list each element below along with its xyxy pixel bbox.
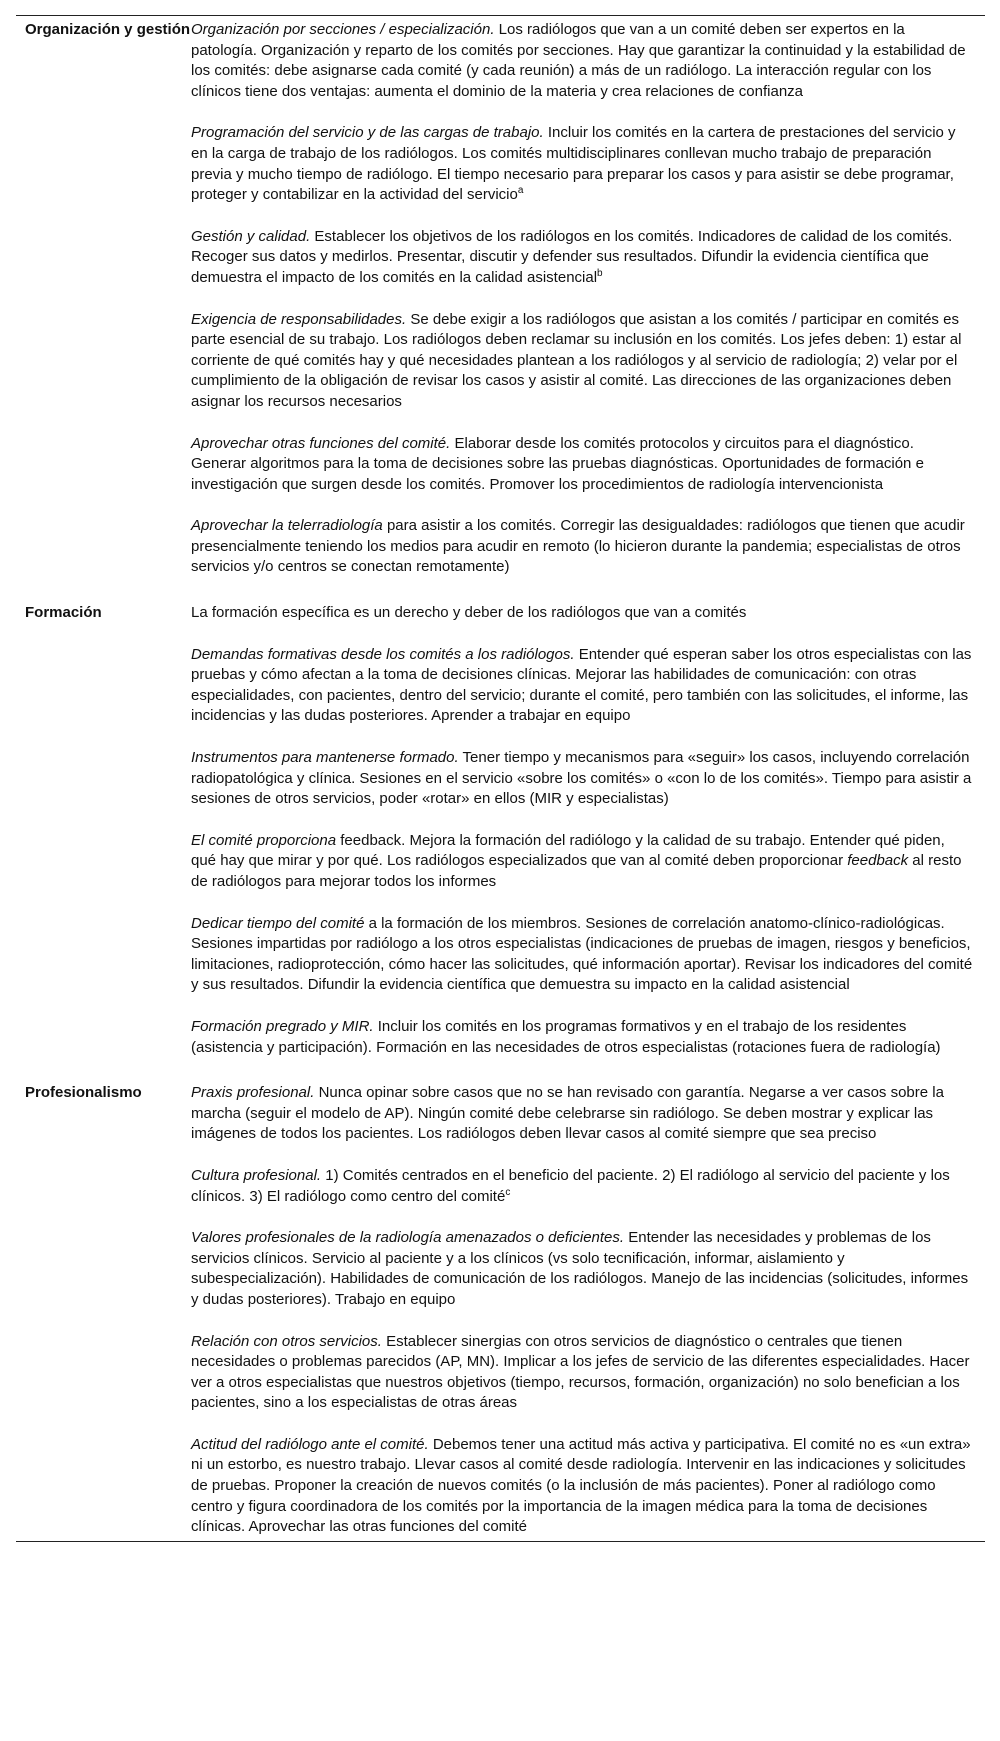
paragraph-text: Entender las necesidades y problemas de los servicios clínicos. Servicio al paciente y a los clínicos (vs solo tecnificación, informar, aislamiento y subespecialización). Habilidades de comunicación de los radiólogos. Manejo de las incidencias (solicitudes, informes y dudas posteriores). Trabajo en equipo: [191, 1229, 969, 1308]
paragraph-lead: Demandas formativas desde los comités a los radiólogos.: [191, 645, 575, 663]
paragraph-text: para asistir a los comités. Corregir las desigualdades: radiólogos que tienen que acudir presencialmente teniendo los medios para acudir en remoto (lo hicieron durante la pandemia; especialistas de otros servicios y/o centros se conectan remotamente): [191, 517, 965, 576]
paragraph-lead: Programación del servicio y de las cargas de trabajo.: [191, 124, 544, 142]
paragraph-lead: Aprovechar otras funciones del comité.: [191, 434, 451, 452]
recommendation-paragraph: [191, 1228, 973, 1310]
paragraph-text: a la formación de los miembros. Sesiones de correlación anatomo-clínico-radiológicas. Sesiones impartidas por radiólogo a los otros especialistas (indicaciones de pruebas de imagen, riesgos y beneficios, limitaciones, radioprotección, cómo hacer las solicitudes, qué información aportar). Revisar los indicadores del comité y sus resultados. Difundir la evidencia científica que demuestra su impacto en la calidad asistencial: [191, 914, 973, 994]
recommendation-paragraph: [191, 227, 973, 289]
recommendation-paragraph: [191, 1083, 973, 1145]
footnote-marker: a: [517, 185, 524, 197]
paragraph-lead: Gestión y calidad.: [191, 227, 311, 245]
row-category-label: Profesionalismo: [25, 1084, 142, 1102]
recommendation-paragraph: [191, 1332, 973, 1414]
paragraph-lead: Formación pregrado y MIR.: [191, 1017, 374, 1035]
row-category-label: Formación: [25, 604, 102, 622]
row-content: [191, 20, 985, 599]
paragraph-text: Se debe exigir a los radiólogos que asistan a los comités / participar en comités es parte esencial de su trabajo. Los radiólogos deben reclamar su inclusión en los comités. Los jefes deben: 1) estar al corriente de qué comités hay y qué necesidades plantean a los radiólogos y al servicio de radiología; 2) velar por el cumplimiento de la obligación de revisar los casos y asistir al comité. Las direcciones de las organizaciones deben asignar los recursos necesarios: [191, 310, 962, 410]
paragraph-lead: Aprovechar la telerradiología: [191, 517, 383, 535]
paragraph-lead: Praxis profesional.: [191, 1084, 315, 1102]
paragraph-lead: Instrumentos para mantenerse formado.: [191, 749, 459, 767]
recommendation-paragraph: [191, 20, 973, 102]
footnote-marker: c: [505, 1186, 511, 1198]
recommendation-paragraph: [191, 1166, 973, 1207]
paragraph-lead: feedback: [847, 852, 909, 870]
recommendations-table: [16, 15, 985, 1542]
recommendation-paragraph: [191, 645, 973, 727]
table-row: [16, 16, 985, 599]
paragraph-text: Establecer sinergias con otros servicios de diagnóstico o centrales que tienen necesidades o problemas parecidos (AP, MN). Implicar a los jefes de servicio de las diferentes especialidades. Hacer ver a otros especialistas que nuestros objetivos (tiempo, recursos, formación, organización) no solo benefician a los pacientes, sino a los especialistas de otras áreas: [191, 1332, 970, 1412]
footnote-marker: b: [597, 267, 603, 279]
paragraph-text: Debemos tener una actitud más activa y participativa. El comité no es «un extra» ni un estorbo, es nuestro trabajo. Llevar casos al comité desde radiología. Intervenir en las indicaciones y solicitudes de pruebas. Proponer la creación de nuevos comités (o la inclusión de más pacientes). Poner al radiólogo como centro y figura coordinadora de los comités por la importancia de la imagen médica para la toma de decisiones clínicas. Aprovechar las otras funciones del comité: [191, 1435, 971, 1536]
row-content: [191, 603, 985, 1079]
recommendation-paragraph: [191, 516, 973, 578]
paragraph-text: La formación específica es un derecho y deber de los radiólogos que van a comités: [191, 604, 747, 622]
recommendation-paragraph: [191, 831, 973, 893]
paragraph-lead: Actitud del radiólogo ante el comité.: [191, 1435, 429, 1453]
table-row: [16, 1079, 985, 1541]
paragraph-lead: Dedicar tiempo del comité: [191, 914, 365, 932]
paragraph-lead: Valores profesionales de la radiología amenazados o deficientes.: [191, 1229, 625, 1247]
paragraph-lead: Exigencia de responsabilidades.: [191, 310, 407, 328]
paragraph-text: Establecer los objetivos de los radiólogos en los comités. Indicadores de calidad de los comités. Recoger sus datos y medirlos. Presentar, discutir y defender sus resultados. Difundir la evidencia científica que demuestra el impacto de los comités en la calidad asistencial: [191, 227, 953, 286]
paragraph-text: Incluir los comités en la cartera de prestaciones del servicio y en la carga de trabajo de los radiólogos. Los comités multidisciplinares conllevan mucho trabajo de preparación previa y mucho tiempo de radiólogo. El tiempo necesario para preparar los casos y para asistir se debe programar, proteger y contabilizar en la actividad del servicio: [191, 124, 956, 204]
paragraph-lead: El comité proporciona: [191, 831, 337, 849]
recommendation-paragraph: [191, 434, 973, 496]
recommendation-paragraph: [191, 1017, 973, 1058]
paragraph-lead: Organización por secciones / especialización.: [191, 21, 495, 38]
recommendation-paragraph: [191, 748, 973, 810]
recommendation-paragraph: [191, 1435, 973, 1538]
paragraph-text: Incluir los comités en los programas formativos y en el trabajo de los residentes (asistencia y participación). Formación en las necesidades de otros especialistas (rotaciones fuera de radiología): [191, 1017, 941, 1056]
recommendation-paragraph: [191, 123, 973, 205]
paragraph-text: Entender qué esperan saber los otros especialistas con las pruebas y cómo afectan a la toma de decisiones clínicas. Mejorar las habilidades de comunicación: con otras especialidades, con pacientes, dentro del servicio; durante el comité, pero también con las solicitudes, el informe, las incidencias y las dudas posteriores. Aprender a trabajar en equipo: [191, 645, 972, 725]
paragraph-text: Los radiólogos que van a un comité deben ser expertos en la patología. Organización y reparto de los comités por secciones. Hay que garantizar la continuidad y la estabilidad de los comités: debe asignarse cada comité (y cada reunión) a más de un radiólogo. La interacción regular con los clínicos tiene dos ventajas: aumenta el dominio de la materia y crea relaciones de confianza: [191, 21, 966, 100]
paragraph-lead: Cultura profesional.: [191, 1166, 322, 1184]
recommendation-paragraph: [191, 603, 973, 624]
row-category-label: Organización y gestión: [25, 21, 191, 38]
row-content: [191, 1083, 985, 1541]
paragraph-text: Tener tiempo y mecanismos para «seguir» los casos, incluyendo correlación radiopatológica y clínica. Sesiones en el servicio «sobre los comités» o «con lo de los comités». Tiempo para asistir a sesiones de otros servicios, poder «rotar» en ellos (MIR y especialistas): [191, 749, 972, 808]
paragraph-text: 1) Comités centrados en el beneficio del paciente. 2) El radiólogo al servicio del paciente y los clínicos. 3) El radiólogo como centro del comité: [191, 1166, 950, 1205]
paragraph-text: Nunca opinar sobre casos que no se han revisado con garantía. Negarse a ver casos sobre la marcha (seguir el modelo de AP). Ningún comité debe celebrarse sin radiólogo. Se deben mostrar y explicar las imágenes de todos los pacientes. Los radiólogos deben llevar casos al comité siempre que sea preciso: [191, 1084, 944, 1143]
table-row: [16, 599, 985, 1079]
paragraph-lead: Relación con otros servicios.: [191, 1332, 382, 1350]
recommendation-paragraph: [191, 310, 973, 413]
paragraph-text: Elaborar desde los comités protocolos y circuitos para el diagnóstico. Generar algoritmos para la toma de decisiones sobre las pruebas diagnósticas. Oportunidades de formación e investigación que surgen desde los comités. Promover los procedimientos de radiología intervencionista: [191, 434, 924, 493]
recommendation-paragraph: [191, 914, 973, 996]
paragraph-text: al resto de radiólogos para mejorar todos los informes: [191, 852, 962, 890]
paragraph-text: feedback. Mejora la formación del radiólogo y la calidad de su trabajo. Entender qué piden, qué hay que mirar y por qué. Los radiólogos especializados que van al comité deben proporcionar: [191, 831, 945, 870]
